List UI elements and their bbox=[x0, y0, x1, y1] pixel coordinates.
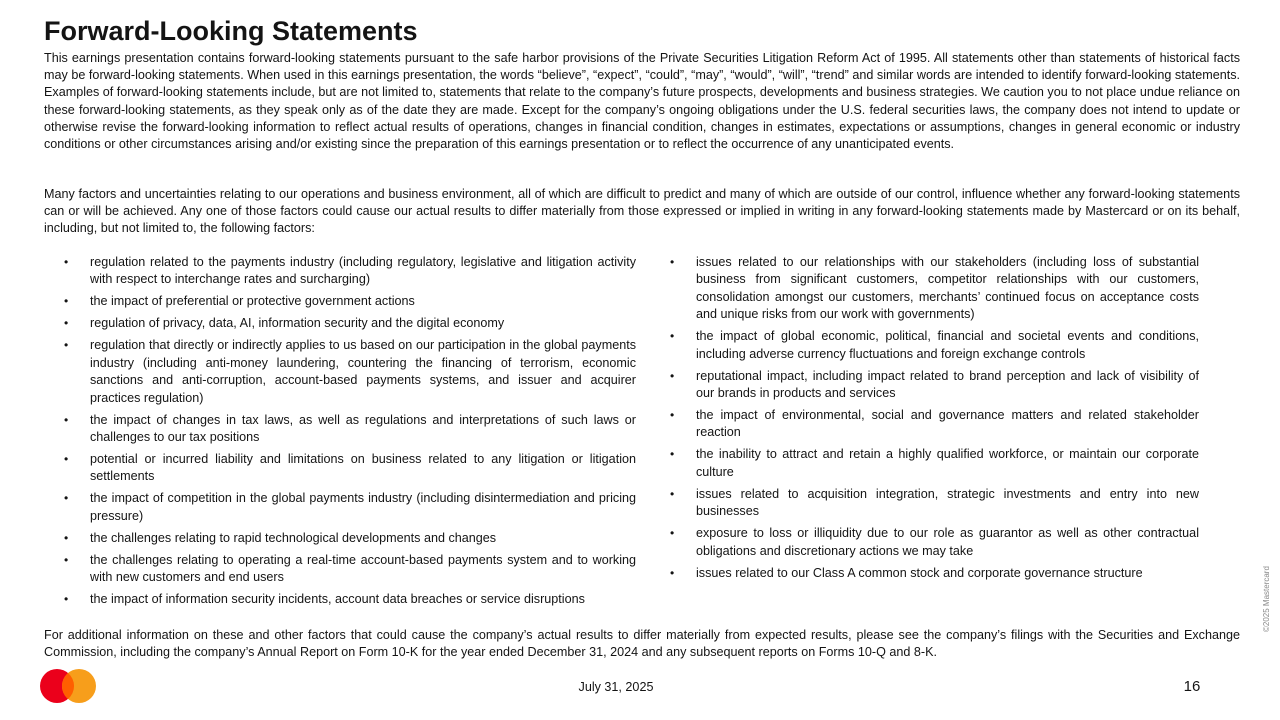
list-item bbox=[668, 328, 1199, 363]
factor-text: issues related to our Class A common stock and corporate governance structure bbox=[696, 565, 1143, 580]
list-item bbox=[668, 407, 1199, 442]
factor-text: the challenges relating to rapid technological developments and changes bbox=[90, 530, 497, 545]
bullet-icon: • bbox=[64, 338, 69, 353]
bullet-icon: • bbox=[670, 526, 675, 541]
bullet-icon: • bbox=[670, 486, 675, 501]
list-item bbox=[62, 530, 636, 547]
bullet-icon: • bbox=[64, 412, 69, 427]
factor-text: the impact of global economic, political, financial and societal events and conditions, including adverse currency fluctuations and foreign exchange controls bbox=[696, 329, 1199, 361]
presentation-date: July 31, 2025 bbox=[578, 680, 654, 694]
list-item bbox=[668, 565, 1199, 582]
list-item bbox=[668, 368, 1199, 403]
factor-text: regulation that directly or indirectly applies to us based on our participation in the global payments industry (including anti-money laundering, countering the financing of terrorism, economic sanctions and anti-corruption, account-based payments systems, and issuer and acquirer practices regulation) bbox=[90, 338, 636, 405]
factor-text: the impact of changes in tax laws, as well as regulations and interpretations of such laws or challenges to our tax positions bbox=[90, 412, 636, 445]
factor-text: regulation of privacy, data, AI, information security and the digital economy bbox=[90, 316, 505, 331]
bullet-icon: • bbox=[64, 552, 69, 567]
factor-text: potential or incurred liability and limitations on business related to any litigation or litigation settlements bbox=[90, 452, 636, 484]
factors-list-right bbox=[668, 254, 1199, 587]
list-item bbox=[62, 451, 636, 486]
bullet-icon: • bbox=[670, 255, 675, 269]
bullet-icon: • bbox=[64, 592, 69, 607]
bullet-icon: • bbox=[670, 408, 675, 423]
closing-paragraph: For additional information on these and other factors that could cause the company’s actual results to differ materially from expected results, please see the company’s filings with the Securities and Exchange Commission, including the company’s Annual Report on Form 10-K for the year ended December 31, 2024 and any subsequent reports on Forms 10-Q and 8-K. bbox=[44, 628, 1240, 660]
intro-paragraph-2: Many factors and uncertainties relating to our operations and business environment, all of which are difficult to predict and many of which are outside of our control, influence whether any forward-looking statements can or will be achieved. Any one of those factors could cause our actual results to differ materially from those expressed or implied in writing in any forward-looking statements made by Mastercard or on its behalf, including, but not limited to, the following factors: bbox=[44, 187, 1240, 236]
bullet-icon: • bbox=[670, 565, 675, 580]
factor-text: the impact of information security incidents, account data breaches or service disruptions bbox=[90, 592, 585, 607]
bullet-icon: • bbox=[64, 491, 69, 506]
factor-text: the inability to attract and retain a highly qualified workforce, or maintain our corporate culture bbox=[696, 447, 1199, 479]
list-item bbox=[668, 486, 1199, 521]
intro-paragraph-1: This earnings presentation contains forward-looking statements pursuant to the safe harbor provisions of the Private Securities Litigation Reform Act of 1995. All statements other than statements of historical facts may be forward-looking statements. When used in this earnings presentation, the words “believe”, “expect”, “could”, “may”, “would”, “will”, “trend” and similar words are intended to identify forward-looking statements. Examples of forward-looking statements include, but are not limited to, statements that relate to the company’s future prospects, developments and business strategies. We caution you to not place undue reliance on these forward-looking statements, as they speak only as of the date they are made. Except for the company’s ongoing obligations under the U.S. federal securities laws, the company does not intend to update or otherwise revise the forward-looking information to reflect actual results of operations, changes in financial condition, changes in estimates, expectations or assumptions, changes in general economic or industry conditions or other circumstances arising and/or existing since the preparation of this earnings presentation or to reflect the occurrence of any unanticipated events. bbox=[44, 51, 1240, 152]
list-item bbox=[62, 591, 636, 608]
factor-text: the challenges relating to operating a real-time account-based payments system and to working with new customers and end users bbox=[90, 552, 636, 585]
mastercard-logo-icon bbox=[38, 668, 98, 704]
copyright-notice: ©2025 Mastercard bbox=[1262, 566, 1271, 632]
list-item bbox=[62, 552, 636, 587]
bullet-icon: • bbox=[64, 530, 69, 545]
list-item bbox=[668, 254, 1199, 324]
factor-text: the impact of competition in the global payments industry (including disintermediation and pricing pressure) bbox=[90, 491, 636, 523]
bullet-icon: • bbox=[64, 255, 69, 269]
bullet-icon: • bbox=[670, 368, 675, 383]
list-item bbox=[62, 412, 636, 447]
factor-text: exposure to loss or illiquidity due to our role as guarantor as well as other contractual obligations and discretionary actions we may take bbox=[696, 526, 1199, 558]
bullet-icon: • bbox=[64, 316, 69, 331]
list-item bbox=[62, 315, 636, 332]
bullet-icon: • bbox=[670, 447, 675, 462]
list-item bbox=[62, 254, 636, 289]
list-item bbox=[62, 293, 636, 310]
factor-text: reputational impact, including impact related to brand perception and lack of visibility of our brands in products and services bbox=[696, 368, 1199, 401]
factors-list-left bbox=[62, 254, 636, 613]
list-item bbox=[62, 490, 636, 525]
bullet-icon: • bbox=[670, 329, 675, 344]
factor-text: issues related to our relationships with our stakeholders (including loss of substantial business from significant customers, competitor relationships with our customers, consolidation amongst our customers, merchants’ continued focus on acceptance costs and unique risks from our work with governments) bbox=[696, 255, 1199, 322]
factor-text: the impact of preferential or protective government actions bbox=[90, 294, 415, 309]
list-item bbox=[62, 337, 636, 407]
bullet-icon: • bbox=[64, 452, 69, 467]
list-item bbox=[668, 525, 1199, 560]
page-title: Forward-Looking Statements bbox=[44, 16, 418, 46]
bullet-icon: • bbox=[64, 294, 69, 309]
factor-text: the impact of environmental, social and governance matters and related stakeholder reaction bbox=[696, 408, 1199, 440]
factor-text: regulation related to the payments industry (including regulatory, legislative and litigation activity with respect to interchange rates and surcharging) bbox=[90, 255, 636, 287]
page-number: 16 bbox=[1183, 678, 1201, 695]
factor-text: issues related to acquisition integration, strategic investments and entry into new businesses bbox=[696, 486, 1199, 519]
list-item bbox=[668, 446, 1199, 481]
